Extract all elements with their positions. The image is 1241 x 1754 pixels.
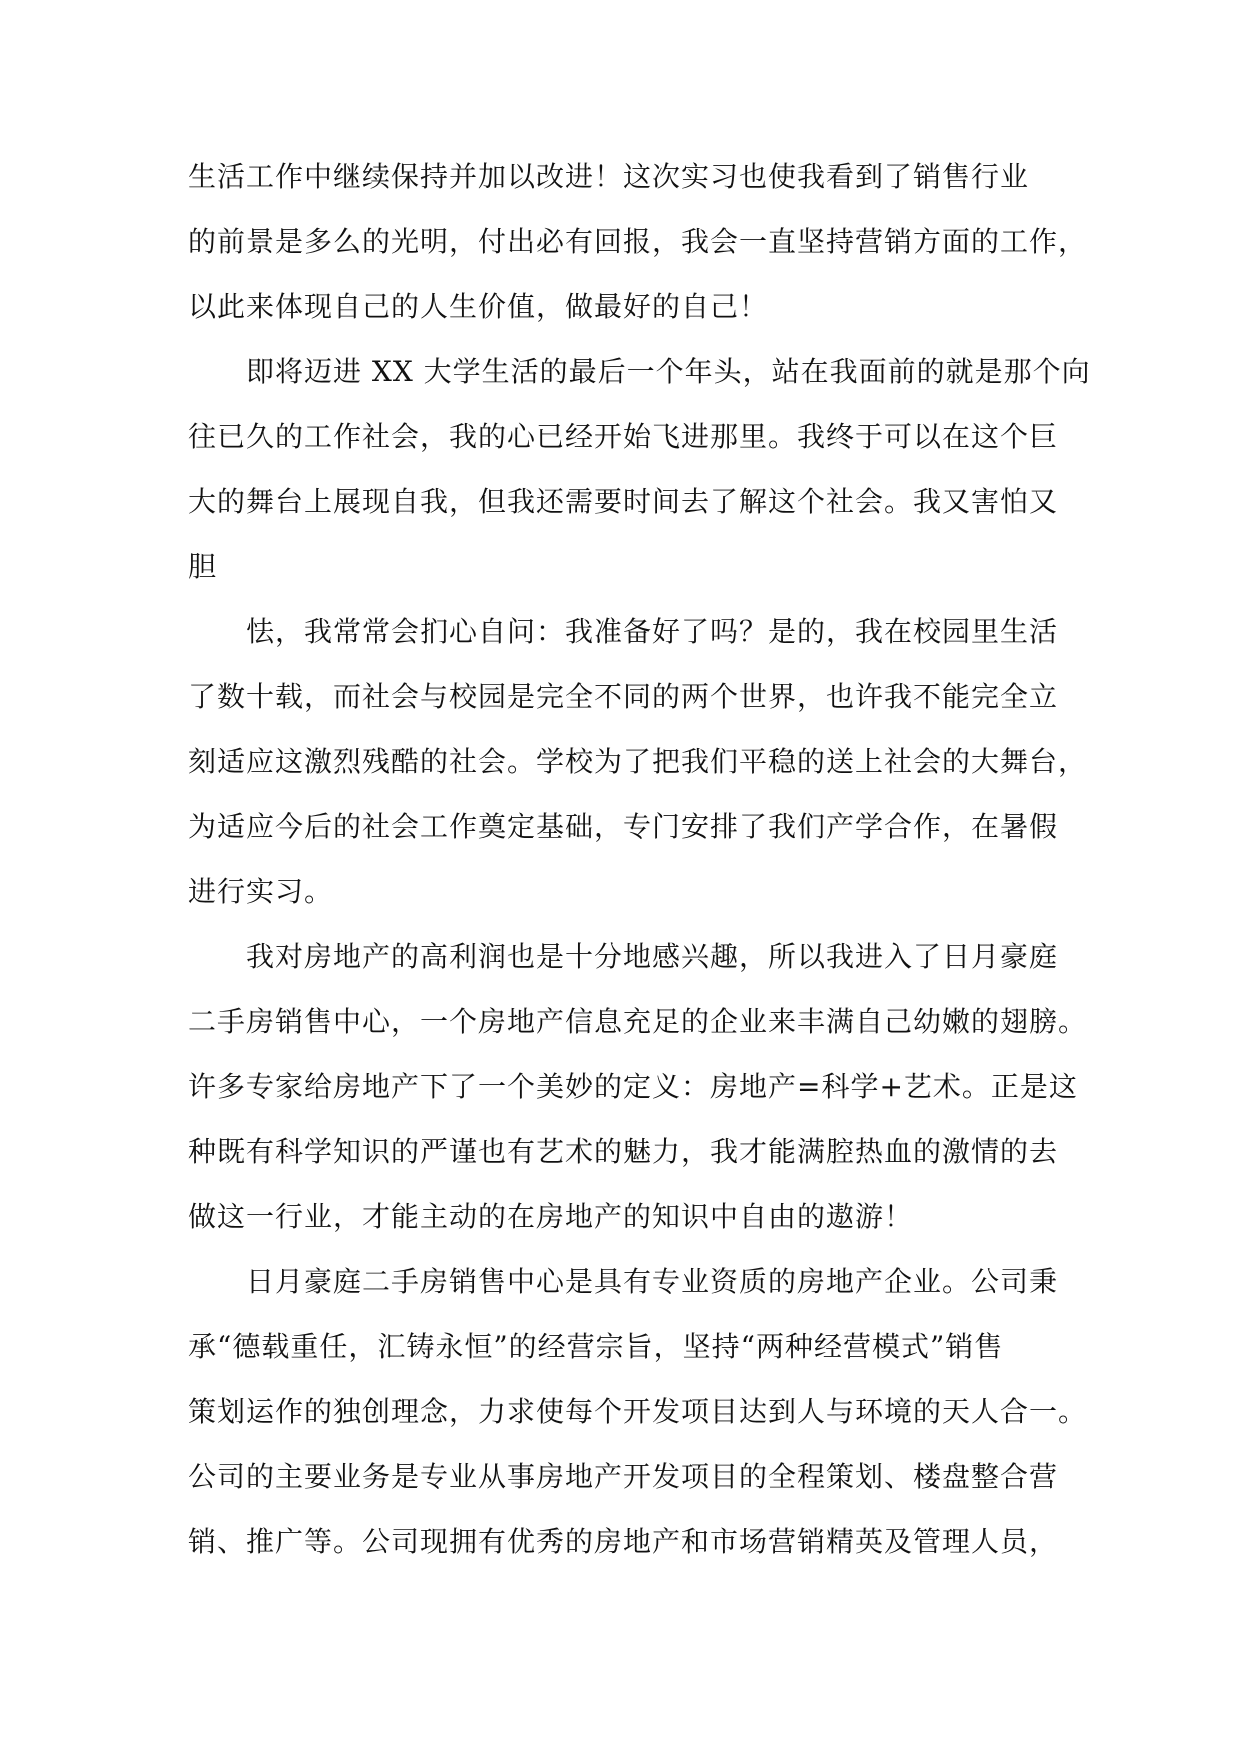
- document-body: [188, 160, 1091, 1592]
- text-line: 进行实习。: [188, 875, 334, 908]
- text-line: 了数十载，而社会与校园是完全不同的两个世界，也许我不能完全立: [188, 680, 1059, 713]
- text-line: 刻适应这激烈残酷的社会。学校为了把我们平稳的送上社会的大舞台，: [188, 745, 1088, 778]
- text-line: 许多专家给房地产下了一个美妙的定义：房地产=科学+艺术。正是这: [188, 1070, 1078, 1103]
- text-line: 做这一行业，才能主动的在房地产的知识中自由的遨游！: [188, 1200, 914, 1233]
- text-line: 公司的主要业务是专业从事房地产开发项目的全程策划、楼盘整合营: [188, 1460, 1059, 1493]
- text-line: 二手房销售中心，一个房地产信息充足的企业来丰满自己幼嫩的翅膀。: [188, 1005, 1088, 1038]
- text-line: 种既有科学知识的严谨也有艺术的魅力，我才能满腔热血的激情的去: [188, 1135, 1059, 1168]
- text-line: 胆: [188, 550, 218, 583]
- text-line: 日月豪庭二手房销售中心是具有专业资质的房地产企业。公司秉: [188, 1265, 1059, 1298]
- text-line: 承“德载重任，汇铸永恒”的经营宗旨，坚持“两种经营模式”销售: [188, 1330, 1004, 1363]
- text-line: 策划运作的独创理念，力求使每个开发项目达到人与环境的天人合一。: [188, 1395, 1088, 1428]
- text-line: 往已久的工作社会，我的心已经开始飞进那里。我终于可以在这个巨: [188, 420, 1059, 453]
- text-line: 销、推广等。公司现拥有优秀的房地产和市场营销精英及管理人员，: [188, 1525, 1059, 1558]
- text-line: 即将迈进 XX 大学生活的最后一个年头，站在我面前的就是那个向: [188, 355, 1091, 388]
- text-line: 生活工作中继续保持并加以改进！这次实习也使我看到了销售行业: [188, 160, 1030, 193]
- text-line: 大的舞台上展现自我，但我还需要时间去了解这个社会。我又害怕又: [188, 485, 1059, 518]
- text-line: 怯，我常常会扪心自问：我准备好了吗？是的，我在校园里生活: [188, 615, 1059, 648]
- text-line: 为适应今后的社会工作奠定基础，专门安排了我们产学合作，在暑假: [188, 810, 1059, 843]
- text-line: 以此来体现自己的人生价值，做最好的自己！: [188, 290, 769, 323]
- text-line: 的前景是多么的光明，付出必有回报，我会一直坚持营销方面的工作，: [188, 225, 1088, 258]
- text-line: 我对房地产的高利润也是十分地感兴趣，所以我进入了日月豪庭: [188, 940, 1059, 973]
